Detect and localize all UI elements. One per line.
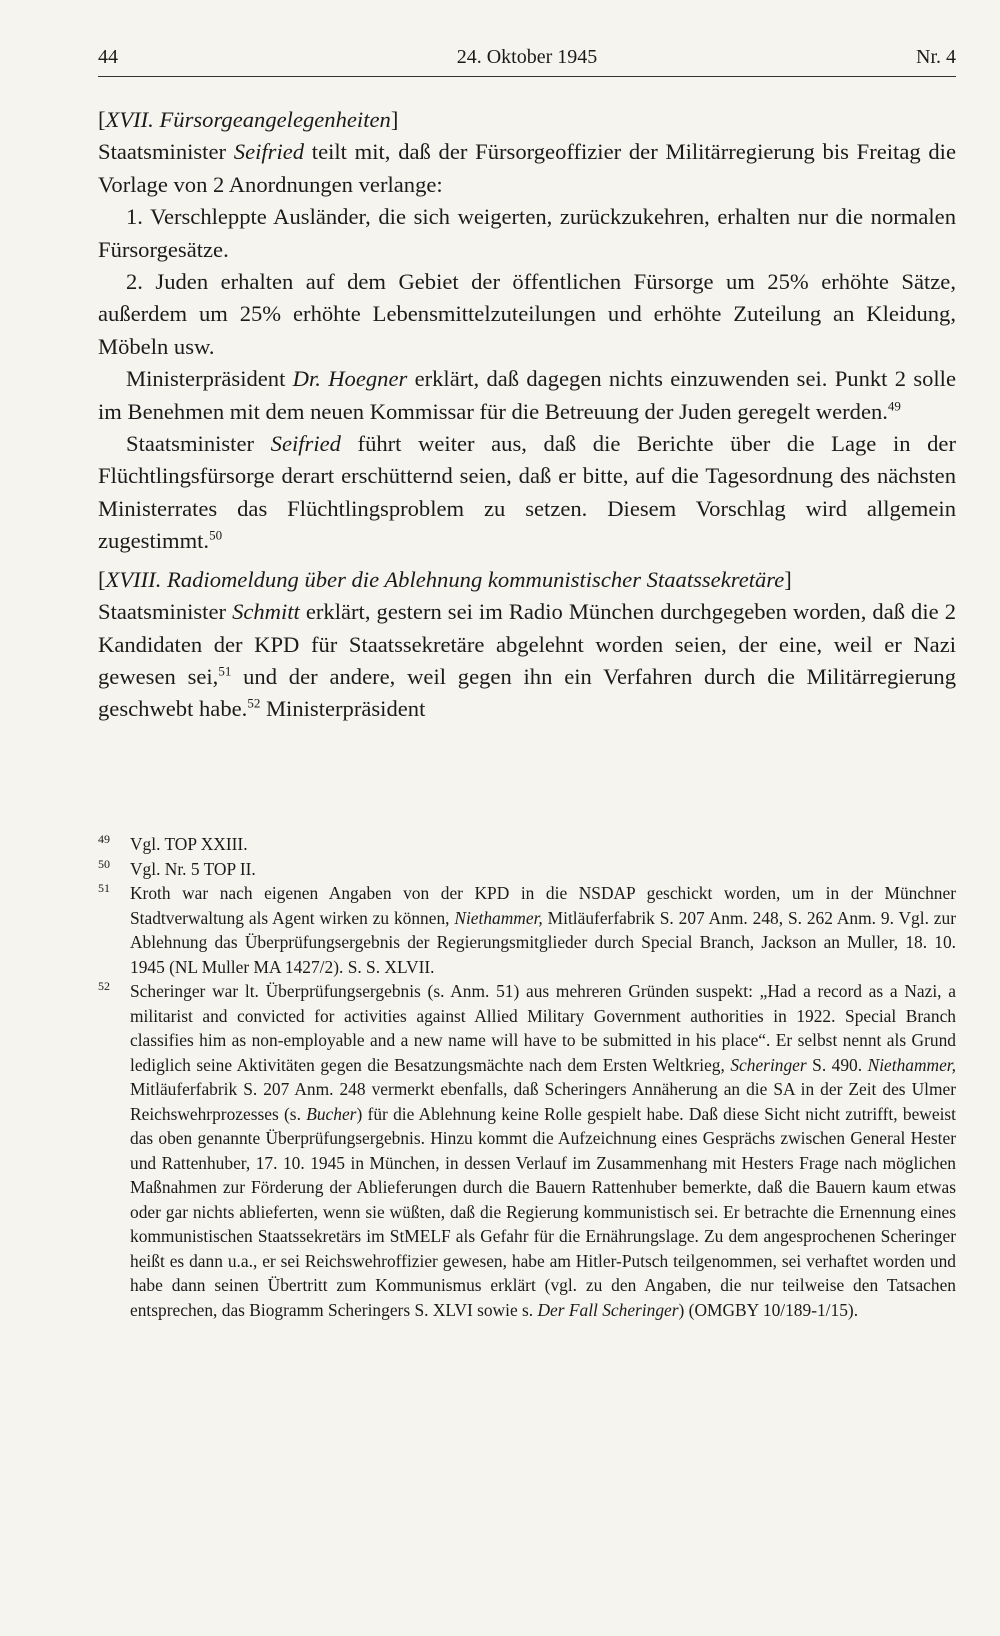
paragraph: Staatsminister Seifried führt weiter aus, daß die Berichte über die Lage in der Flüchtlingsfürsorge derart erschütternd seien, daß er bitte, auf die Tagesordnung des nächsten Ministerrates das Flüchtlingsproblem zu setzen. Diesem Vorschlag wird allgemein zugestimmt.$^{50}$ — [98, 431, 956, 554]
paragraph: Staatsminister Schmitt erklärt, gestern sei im Radio München durchgegeben worden, daß die 2 Kandidaten der KPD für Staatssekretäre abgelehnt worden seien, der eine, weil er Nazi gewesen sei,$^{51}$ und der andere, weil gegen ihn ein Verfahren durch die Militärregierung geschwebt habe.$^{52}$ Ministerpräsident — [98, 599, 956, 722]
header-issue: Nr. 4 — [916, 46, 956, 68]
footnote-51: 51 Kroth war nach eigenen Angaben von der KPD in die NSDAP geschickt worden, um in der Münchner Stadtverwaltung als Agent wirken zu können, Niethammer, Mitläuferfabrik S. 207 Anm. 248, S. 262 Anm. 9. Vgl. zur Ablehnung das Überprüfungsergebnis der Regierungsmitglieder durch Special Branch, Jackson an Muller, 18. 10. 1945 (NL Muller MA 1427/2). S. S. XLVII. — [98, 881, 956, 977]
paragraph: Staatsminister Seifried teilt mit, daß der Fürsorgeoffizier der Militärregierung bis Freitag die Vorlage von 2 Anordnungen verlange: — [98, 139, 956, 197]
footnotes — [98, 832, 956, 1322]
paragraph: Ministerpräsident Dr. Hoegner erklärt, daß dagegen nichts einzuwenden sei. Punkt 2 solle im Benehmen mit dem neuen Kommissar für die Betreuung der Juden geregelt werden.$^{49}$ — [98, 366, 956, 424]
section-title-xvii: [XVII. Fürsorgeangelegenheiten] — [98, 107, 399, 132]
running-header — [98, 46, 956, 76]
footnote-49: 49 Vgl. TOP XXIII. — [98, 832, 248, 854]
footnote-52: 52 Scheringer war lt. Überprüfungsergebnis (s. Anm. 51) aus mehreren Gründen suspekt: „Had a record as a Nazi, a militarist and convicted for activities against Allied Military Government authorities in 1922. Special Branch classifies him as non-employable and a new name will have to be submitted in his place“. Er selbst nennt als Grund lediglich seine Aktivitäten gegen die Besatzungsmächte nach dem Ersten Weltkrieg, Scheringer S. 490. Niethammer, Mitläuferfabrik S. 207 Anm. 248 vermerkt ebenfalls, daß Scheringers Annäherung an die SA in der Zeit des Ulmer Reichswehrprozesses (s. Bucher) für die Ablehnung keine Rolle gespielt habe. Daß diese Sicht nicht zutrifft, beweist das oben genannte Überprüfungsergebnis. Hinzu kommt die Aufzeichnung eines Gesprächs zwischen General Hester und Rattenhuber, 17. 10. 1945 in München, in dessen Verlauf im Zusammenhang mit Hesters Frage nach möglichen Maßnahmen zur Förderung der Ablieferungen durch die Bauern Rattenhuber bemerkte, daß die Bauern kaum etwas oder gar nichts ablieferten, wenn sie wüßten, daß die Regierung kommunistisch sei. Er betrachte die Ernennung eines kommunistischen Staatssekretärs im StMELF als Gefahr für die Ernährungslage. Zu dem angesprochenen Scheringer heißt es dann u.a., er sei Reichswehroffizier gewesen, habe am Hitler-Putsch teilgenommen, sei verhaftet worden und habe dann seinen Übertritt zum Kommunismus erklärt (vgl. zu den Angaben, die nur teilweise den Tatsachen entsprechen, das Biogramm Scheringers S. XLVI sowie s. Der Fall Scheringer) (OMGBY 10/189-1/15). — [98, 979, 956, 1320]
footnote-ref: 51 — [218, 663, 232, 679]
footnote-ref: 49 — [887, 398, 901, 414]
paragraph: 1. Verschleppte Ausländer, die sich weigerten, zurückzukehren, erhalten nur die normalen Fürsorgesätze. — [98, 204, 956, 262]
footnote-50: 50 Vgl. Nr. 5 TOP II. — [98, 856, 256, 879]
paragraph: 2. Juden erhalten auf dem Gebiet der öffentlichen Fürsorge um 25% erhöhte Sätze, außerdem um 25% erhöhte Lebensmittelzuteilungen und erhöhte Zuteilung an Kleidung, Möbeln usw. — [98, 269, 956, 359]
header-date: 24. Oktober 1945 — [456, 46, 598, 68]
main-text — [98, 104, 956, 726]
footnote-ref: 50 — [209, 527, 223, 543]
section-title-xviii: [XVIII. Radiomeldung über die Ablehnung kommunistischer Staatssekretäre] — [98, 566, 792, 592]
footnote-ref: 52 — [247, 695, 261, 711]
page-number: 44 — [98, 46, 118, 68]
header-rule — [98, 76, 956, 77]
